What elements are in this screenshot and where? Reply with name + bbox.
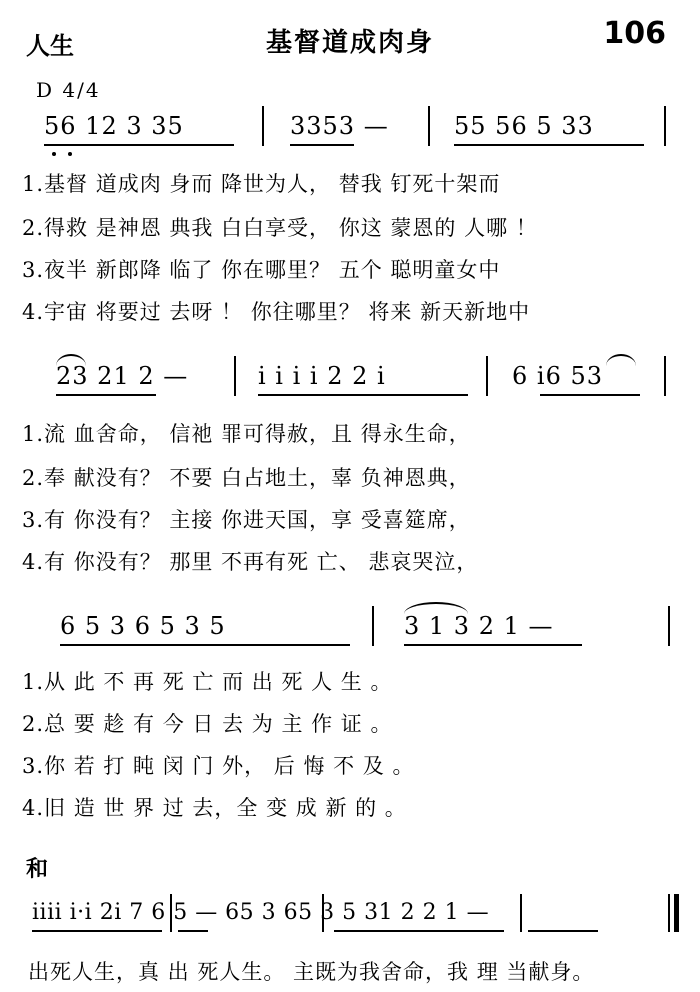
barline (170, 894, 172, 932)
lyric-line: 2.奉 献没有？ 不要 白占地土，辜 负神恩典， (22, 466, 471, 490)
system-1-measure-1: 56 12 3 35 (44, 112, 184, 140)
system-2-measure-3: 6 i6 53 (512, 362, 604, 390)
lyric-line: 4.宇宙 将要过 去呀 ！ 你往哪里？ 将来 新天新地中 (22, 300, 531, 324)
lyric-line: 4.有 你没有？ 那里 不再有死 亡、 悲哀哭泣， (22, 550, 479, 574)
low-dot (52, 152, 56, 156)
barline (428, 106, 430, 146)
barline (668, 606, 670, 646)
barline (372, 606, 374, 646)
beam (334, 930, 504, 932)
system-3-measure-2: 3 1 3 2 1 — (404, 612, 554, 640)
refrain-label: 和 (26, 857, 49, 882)
beam (540, 394, 640, 396)
barline (664, 356, 666, 396)
lyric-line: 1.从 此 不 再 死 亡 而 出 死 人 生 。 (22, 670, 393, 694)
beam (44, 144, 234, 146)
key-signature: D 4/4 (36, 78, 101, 102)
system-2-measure-1: 23 21 2 — (56, 362, 189, 390)
beam (56, 394, 156, 396)
refrain-notes: iiii i·i 2i 7 6 5 — 65 3 65 3 5 31 2 2 1 — (32, 900, 490, 925)
song-title: 基督道成肉身 (265, 28, 434, 58)
barline (486, 356, 488, 396)
beam (258, 394, 468, 396)
system-2-measure-2: i i i i 2 2 i (258, 362, 386, 390)
lyric-line: 1.基督 道成肉 身而 降世为人， 替我 钉死十架而 (22, 172, 501, 196)
system-1-measure-3: 55 56 5 33 (454, 112, 594, 140)
final-barline (668, 894, 670, 932)
barline (262, 106, 264, 146)
category-label: 人生 (26, 32, 74, 60)
refrain-lyric: 出死人生，真 出 死人生。 主既为我舍命，我 理 当献身。 (28, 960, 595, 984)
lyric-line: 4.旧 造 世 界 过 去，全 变 成 新 的 。 (22, 796, 407, 820)
barline (520, 894, 522, 932)
beam (290, 144, 354, 146)
final-barline-thick (674, 894, 679, 932)
beam (528, 930, 598, 932)
barline (664, 106, 666, 146)
beam (60, 644, 350, 646)
lyric-line: 2.得救 是神恩 典我 白白享受， 你这 蒙恩的 人哪 ！ (22, 216, 538, 240)
lyric-line: 3.夜半 新郎降 临了 你在哪里？ 五个 聪明童女中 (22, 258, 501, 282)
system-3-measure-1: 6 5 3 6 5 3 5 (60, 612, 226, 640)
beam (178, 930, 208, 932)
low-dot (68, 152, 72, 156)
lyric-line: 1.流 血舍命， 信祂 罪可得赦，且 得永生命， (22, 422, 471, 446)
barline (234, 356, 236, 396)
song-number: 106 (603, 16, 666, 51)
lyric-line: 3.你 若 打 盹 闵 门 外， 后 悔 不 及 。 (22, 754, 415, 778)
slur (606, 354, 636, 366)
system-1-measure-2: 3353 — (290, 112, 389, 140)
beam (404, 644, 582, 646)
beam (32, 930, 162, 932)
beam (454, 144, 644, 146)
lyric-line: 2.总 要 趁 有 今 日 去 为 主 作 证 。 (22, 712, 393, 736)
lyric-line: 3.有 你没有？ 主接 你进天国，享 受喜筵席， (22, 508, 471, 532)
barline (322, 894, 324, 932)
